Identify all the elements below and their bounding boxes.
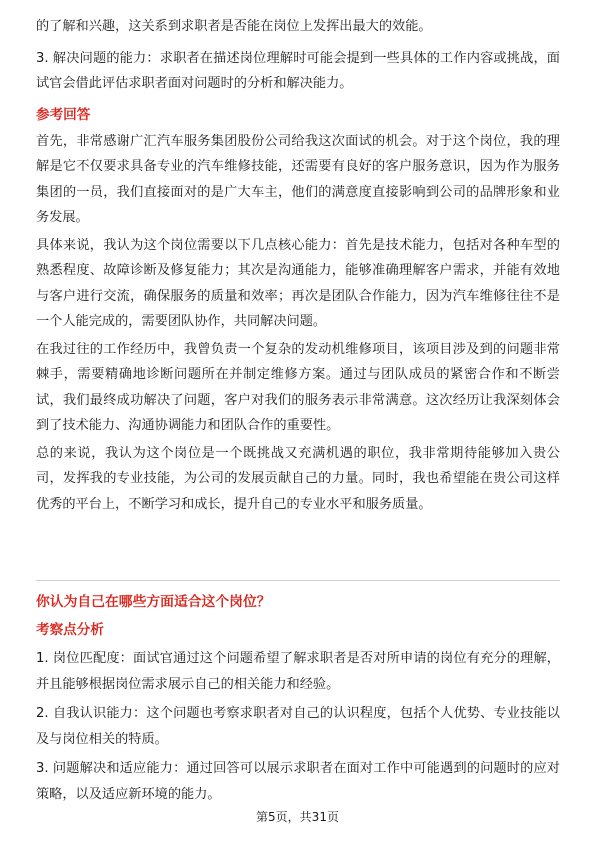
page-number: 第5页，共31页 [256,810,339,824]
analysis-point: 1. 岗位匹配度：面试官通过这个问题希望了解求职者是否对所申请的岗位有充分的理解，并且能够根据岗位需求展示自己的相关能力和经验。 [36,651,560,692]
question-section [36,590,560,807]
section-continued [36,14,560,517]
analysis-point: 2. 自我认识能力：这个问题也考察求职者对自己的认识程度，包括个人优势、专业技能以及与岗位相关的特质。 [36,706,560,747]
reference-answer-heading: 参考回答 [36,106,91,123]
section-divider [36,580,560,581]
continued-paragraph: 的了解和兴趣，这关系到求职者是否能在岗位上发挥出最大的效能。 [36,19,432,34]
answer-paragraph: 总的来说，我认为这个岗位是一个既挑战又充满机遇的职位，我非常期待能够加入贵公司，发挥我的专业技能，为公司的发展贡献自己的力量。同时，我也希望能在贵公司这样优秀的平台上，不断学习和成长，提升自己的专业水平和服务质量。 [36,445,560,512]
analysis-heading: 考察点分析 [36,622,104,638]
assessment-point-3: 3. 解决问题的能力：求职者在描述岗位理解时可能会提到一些具体的工作内容或挑战，面试官会借此评估求职者面对问题时的分析和解决能力。 [36,50,560,91]
answer-paragraph: 首先，非常感谢广汇汽车服务集团股份公司给我这次面试的机会。对于这个岗位，我的理解是它不仅要求具备专业的汽车维修技能，还需要有良好的客户服务意识，因为作为服务集团的一员，我们直接面对的是广大车主，他们的满意度直接影响到公司的品牌形象和业务发展。 [36,133,560,225]
analysis-point: 3. 问题解决和适应能力：通过回答可以展示求职者在面对工作中可能遇到的问题时的应对策略，以及适应新环境的能力。 [36,761,560,802]
question-title: 你认为自己在哪些方面适合这个岗位？ [36,594,271,610]
answer-paragraph: 具体来说，我认为这个岗位需要以下几点核心能力：首先是技术能力，包括对各种车型的熟悉程度、故障诊断及修复能力；其次是沟通能力，能够准确理解客户需求，并能有效地与客户进行交流，确保服务的质量和效率；再次是团队合作能力，因为汽车维修往往不是一个人能完成的，需要团队协作，共同解决问题。 [36,237,560,329]
answer-paragraph: 在我过往的工作经历中，我曾负责一个复杂的发动机维修项目，该项目涉及到的问题非常棘手，需要精确地诊断问题所在并制定维修方案。通过与团队成员的紧密合作和不断尝试，我们最终成功解决了问题，客户对我们的服务表示非常满意。这次经历让我深刻体会到了技术能力、沟通协调能力和团队合作的重要性。 [36,341,560,433]
